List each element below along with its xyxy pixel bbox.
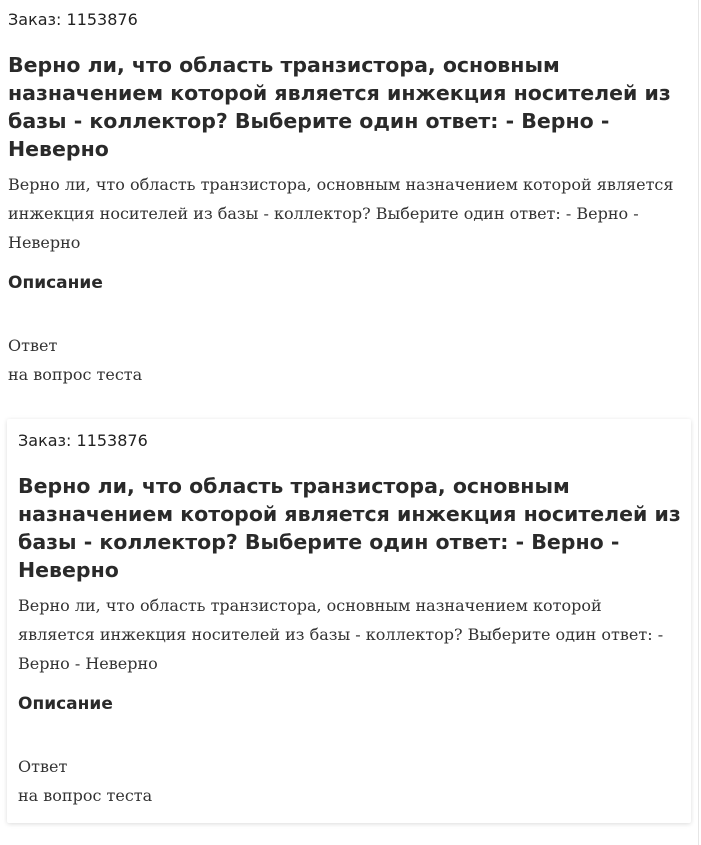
order-number: Заказ: 1153876 [8,10,138,29]
section-title-description: Описание [8,273,103,293]
order-number: Заказ: 1153876 [18,431,148,450]
answer-label: Ответ [8,336,58,355]
question-description: Верно ли, что область транзистора, основным назначением которой является инжекция носителей из базы - коллектор? Выберите один ответ: - Верно - Неверно [8,175,674,252]
question-title[interactable]: Верно ли, что область транзистора, основным назначением которой является инжекция носителей из базы - коллектор? Выберите один ответ: - Верно - Неверно [8,53,671,161]
order-card[interactable] [8,8,692,389]
question-title[interactable]: Верно ли, что область транзистора, основным назначением которой является инжекция носителей из базы - коллектор? Выберите один ответ: - Верно - Неверно [18,474,681,582]
question-description: Верно ли, что область транзистора, основным назначением которой является инжекция носителей из базы - коллектор? Выберите один ответ: - Верно - Неверно [18,596,664,673]
section-title-description: Описание [18,694,113,714]
order-card-preview[interactable] [7,419,691,823]
answer-text: на вопрос теста [8,365,143,384]
answer-text: на вопрос теста [18,786,153,805]
answer-label: Ответ [18,757,68,776]
